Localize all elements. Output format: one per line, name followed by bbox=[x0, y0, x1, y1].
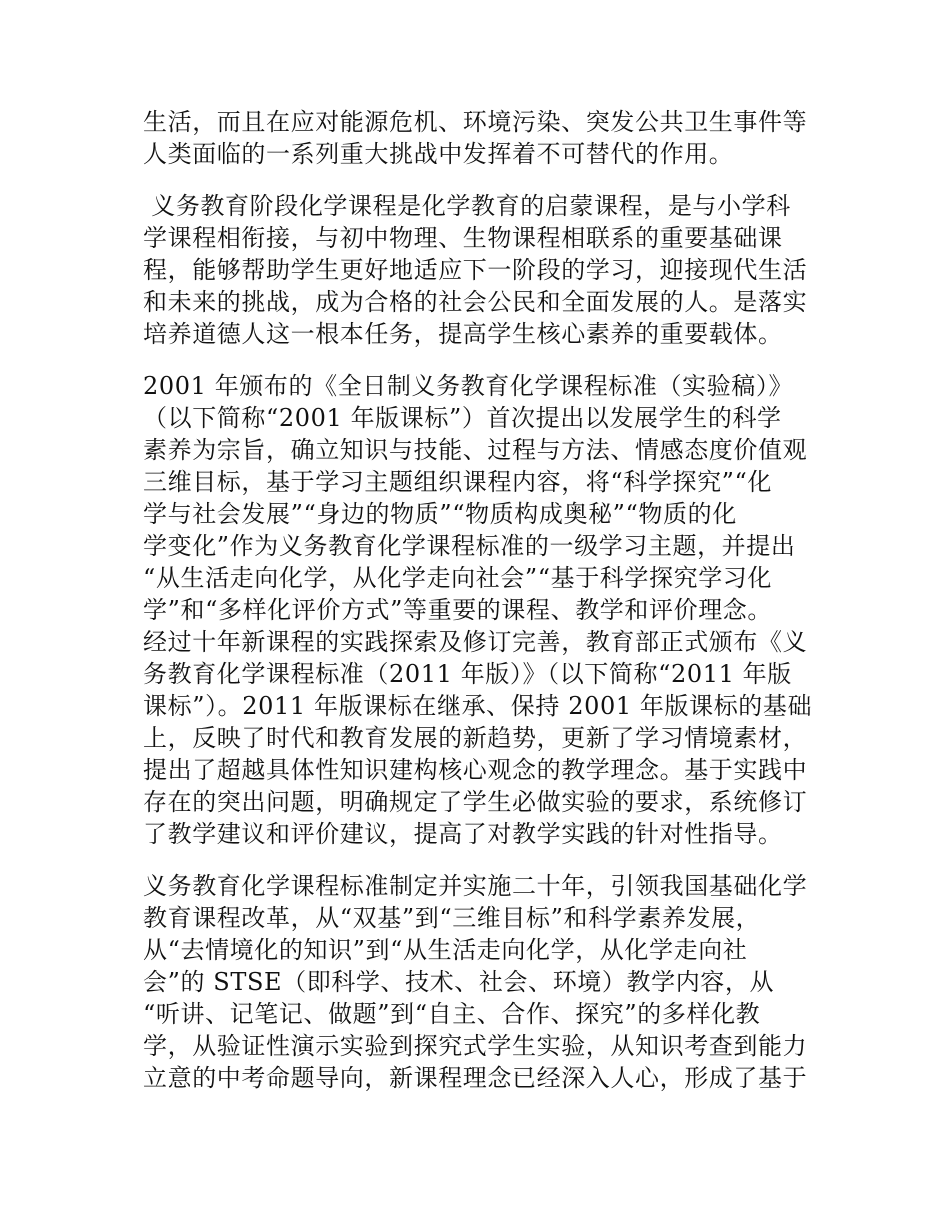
text-line: 义务教育化学课程标准制定并实施二十年，引领我国基础化学 bbox=[143, 872, 808, 900]
text-line: 立意的中考命题导向，新课程理念已经深入人心，形成了基于 bbox=[143, 1064, 808, 1092]
text-line: 教育课程改革，从“双基”到“三维目标”和科学素养发展， bbox=[143, 904, 761, 932]
text-line: 三维目标，基于学习主题组织课程内容，将“科学探究”“化 bbox=[143, 468, 773, 496]
text-line: 务教育化学课程标准（2011 年版）》（以下简称“2011 年版 bbox=[143, 660, 792, 688]
text-line: （以下简称“2001 年版课标”）首次提出以发展学生的科学 bbox=[143, 404, 782, 432]
text-line: 素养为宗旨，确立知识与技能、过程与方法、情感态度价值观 bbox=[143, 436, 808, 464]
text-line: 课标”）。2011 年版课标在继承、保持 2001 年版课标的基础 bbox=[143, 692, 813, 720]
text-line: 学，从验证性演示实验到探究式学生实验，从知识考查到能力 bbox=[143, 1032, 808, 1060]
text-line: 了教学建议和评价建议，提高了对教学实践的针对性指导。 bbox=[143, 820, 783, 848]
text-line: 上，反映了时代和教育发展的新趋势，更新了学习情境素材， bbox=[143, 724, 808, 752]
text-line: 程，能够帮助学生更好地适应下一阶段的学习，迎接现代生活 bbox=[143, 256, 808, 284]
text-line: 存在的突出问题，明确规定了学生必做实验的要求，系统修订 bbox=[143, 788, 808, 816]
text-line: 培养道德人这一根本任务，提高学生核心素养的重要载体。 bbox=[143, 320, 783, 348]
text-line: “从生活走向化学，从化学走向社会”“基于科学探究学习化 bbox=[143, 564, 773, 592]
paragraph-course-intro bbox=[143, 190, 823, 350]
text-line: 会”的 STSE（即科学、技术、社会、环境）教学内容，从 bbox=[143, 968, 775, 996]
text-line: 2001 年颁布的《全日制义务教育化学课程标准（实验稿）》 bbox=[143, 372, 794, 400]
text-line: 义务教育阶段化学课程是化学教育的启蒙课程，是与小学科 bbox=[143, 192, 791, 220]
text-line: 学与社会发展”“身边的物质”“物质构成奥秘”“物质的化 bbox=[143, 500, 737, 528]
text-line: 和未来的挑战，成为合格的社会公民和全面发展的人。是落实 bbox=[143, 288, 808, 316]
text-line: 从“去情境化的知识”到“从生活走向化学，从化学走向社 bbox=[143, 936, 748, 964]
text-line: “听讲、记笔记、做题”到“自主、合作、探究”的多样化教 bbox=[143, 1000, 761, 1028]
text-line: 提出了超越具体性知识建构核心观念的教学理念。基于实践中 bbox=[143, 756, 808, 784]
text-line: 学”和“多样化评价方式”等重要的课程、教学和评价理念。 bbox=[143, 596, 773, 624]
text-line: 人类面临的一系列重大挑战中发挥着不可替代的作用。 bbox=[143, 140, 734, 168]
text-line: 生活，而且在应对能源危机、环境污染、突发公共卫生事件等 bbox=[143, 108, 808, 136]
paragraph-twenty-years bbox=[143, 870, 823, 1094]
paragraph-continuation bbox=[143, 106, 823, 170]
text-line: 学变化”作为义务教育化学课程标准的一级学习主题，并提出 bbox=[143, 532, 796, 560]
text-line: 经过十年新课程的实践探索及修订完善，教育部正式颁布《义 bbox=[143, 628, 808, 656]
paragraph-standards-history bbox=[143, 370, 823, 850]
text-line: 学课程相衔接，与初中物理、生物课程相联系的重要基础课 bbox=[143, 224, 783, 252]
